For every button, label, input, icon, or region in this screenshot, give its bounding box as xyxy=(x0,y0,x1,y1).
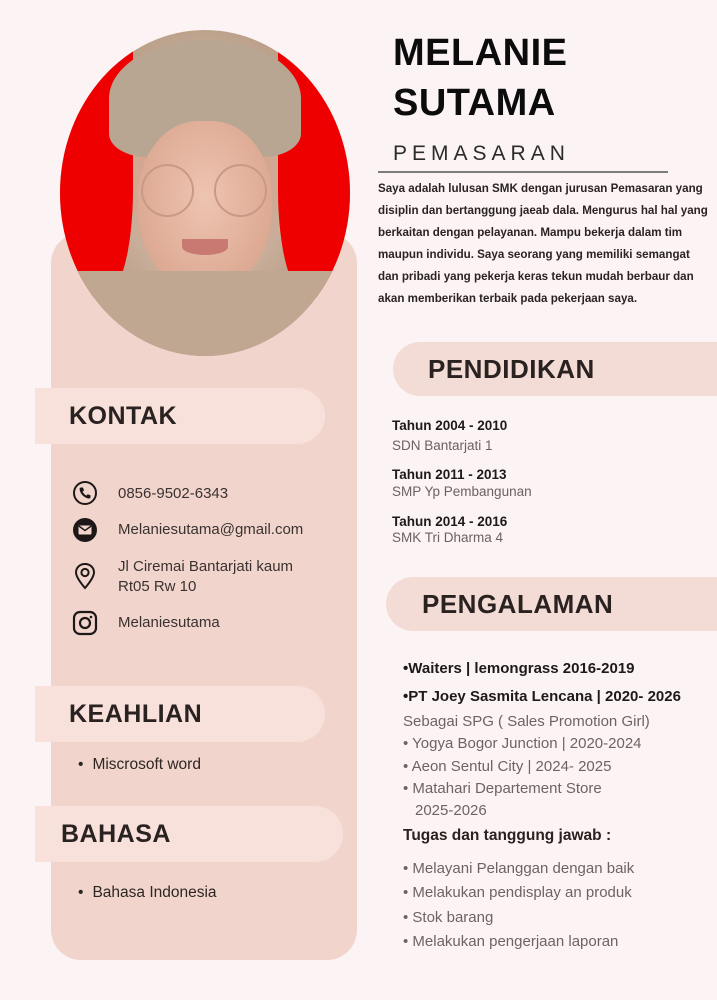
name-line1: MELANIE xyxy=(393,32,568,74)
education-school: SMP Yp Pembangunan xyxy=(392,484,532,499)
location-pin-icon xyxy=(72,563,98,589)
education-school: SDN Bantarjati 1 xyxy=(392,438,493,453)
contact-email-text: Melaniesutama@gmail.com xyxy=(118,521,304,538)
education-year: Tahun 2004 - 2010 xyxy=(392,418,508,433)
duty-item: • Stok barang xyxy=(403,909,494,926)
kontak-heading: KONTAK xyxy=(69,401,178,430)
duty-item: • Melakukan pengerjaan laporan xyxy=(403,933,619,950)
contact-email xyxy=(72,517,303,543)
kontak-heading-pill xyxy=(35,388,325,444)
instagram-icon xyxy=(72,610,98,636)
contact-phone xyxy=(72,480,228,506)
phone-icon xyxy=(72,480,98,506)
keahlian-heading: KEAHLIAN xyxy=(69,699,203,728)
contact-address-text xyxy=(118,557,293,597)
skill-item: • Miscrosoft word xyxy=(78,756,201,774)
pendidikan-heading: PENDIDIKAN xyxy=(428,353,595,384)
profile-summary: Saya adalah lulusan SMK dengan jurusan Pemasaran yang disiplin dan bertanggung jaeab dala. Mengurus hal hal yang berkaitan dengan pelayanan. Mampu bekerja dalam tim maupun individu. Saya seorang yang memiliki semangat dan pribadi yang pekerja keras tekun mudah berbaur dan akan memberikan terbaik pada pekerjaan saya. xyxy=(378,182,708,305)
photo-shoulders xyxy=(60,271,350,356)
contact-instagram xyxy=(72,610,220,636)
contact-phone-text: 0856-9502-6343 xyxy=(118,485,229,502)
pengalaman-heading-pill xyxy=(386,577,717,631)
job-entry: •PT Joey Sasmita Lencana | 2020- 2026 xyxy=(403,688,681,705)
contact-address xyxy=(72,557,293,597)
placement-item: • Matahari Departement Store xyxy=(403,780,602,797)
duty-item: • Melayani Pelanggan dengan baik xyxy=(403,860,635,877)
bahasa-heading: BAHASA xyxy=(61,819,171,848)
photo-glasses xyxy=(141,164,194,217)
pengalaman-heading: PENGALAMAN xyxy=(422,588,614,619)
duties-heading: Tugas dan tanggung jawab : xyxy=(403,827,612,844)
job-entry: •Waiters | lemongrass 2016-2019 xyxy=(403,660,635,677)
placement-item: • Aeon Sentul City | 2024- 2025 xyxy=(403,758,612,775)
language-item: • Bahasa Indonesia xyxy=(78,884,217,902)
contact-address-line2: Rt05 Rw 10 xyxy=(118,578,197,595)
education-school: SMK Tri Dharma 4 xyxy=(392,530,504,545)
pendidikan-heading-pill xyxy=(393,342,717,396)
photo-glasses xyxy=(214,164,267,217)
job-role: PEMASARAN xyxy=(393,142,570,165)
placement-item: • Yogya Bogor Junction | 2020-2024 xyxy=(403,735,642,752)
education-year: Tahun 2014 - 2016 xyxy=(392,514,508,529)
placement-item-years: 2025-2026 xyxy=(415,802,487,819)
contact-instagram-text: Melaniesutama xyxy=(118,614,220,631)
role-divider xyxy=(378,171,668,173)
duty-item: • Melakukan pendisplay an produk xyxy=(403,884,632,901)
mail-icon xyxy=(72,517,98,543)
contact-address-line1: Jl Ciremai Bantarjati kaum xyxy=(118,558,294,575)
bahasa-heading-pill xyxy=(35,806,343,862)
name-line2: SUTAMA xyxy=(393,82,556,124)
education-year: Tahun 2011 - 2013 xyxy=(392,467,507,482)
full-name xyxy=(393,28,568,128)
keahlian-heading-pill xyxy=(35,686,325,742)
profile-photo xyxy=(60,30,350,356)
job-role-description: Sebagai SPG ( Sales Promotion Girl) xyxy=(403,713,650,730)
photo-mouth xyxy=(182,239,228,255)
